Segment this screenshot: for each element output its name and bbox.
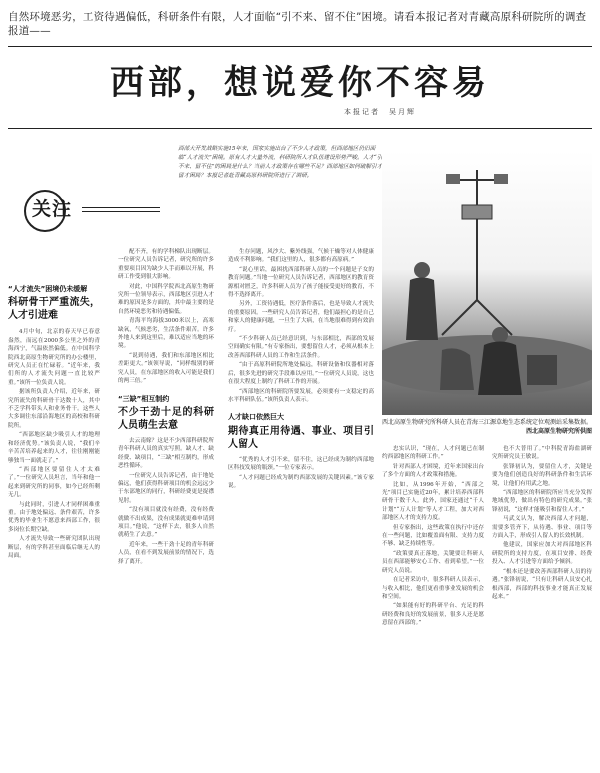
article-column-1 (8, 285, 100, 561)
paragraph: 近年来，一些干劲十足的青年科研人员，在看不到发展前景的情况下，选择了离开。 (118, 541, 214, 565)
top-divider (8, 46, 592, 47)
paragraph: 但专家指出，这些政策在执行中还存在一些问题，比如覆盖面有限、支持力度不够、缺乏持续性等。 (382, 524, 484, 548)
subheading-kicker: 人才缺口依然巨大 (228, 413, 284, 422)
paragraph: 忠实认识，“现在，人才问题已在制约西部地区的科研工作。” (382, 446, 484, 461)
paragraph: “西部地区缺少吸引人才的地理和经济优势。”该负责人说，“我们辛辛苦苦培养起来的人才，往往刚刚能够独当一面就走了。” (8, 432, 100, 464)
subheading-2 (118, 395, 214, 432)
paragraph: 对此，中国科学院西北高原生物研究所一位领导表示，西部地区引进人才难的原因是多方面的，其中最主要的是自然环境恶劣和待遇偏低。 (118, 283, 214, 315)
paragraph: 配不齐，有的学科梯队出现断层。一位研究人员告诉记者，研究所的许多重要项目因为缺少人手而难以开展，科研工作受到很大影响。 (118, 249, 214, 281)
subheading-title: 科研骨干严重流失，人才引进难 (8, 297, 100, 322)
article-column-3 (228, 248, 374, 491)
paragraph: 张锋初认为，要留住人才，关键是要为他们创造良好的科研条件和生活环境，让他们有用武之地。 (492, 463, 592, 487)
paragraph: “说到待遇，我们和东部地区相比差距更大。”该领导说，“同样级别的研究人员，在东部地区的收入可能是我们的两三倍。” (118, 352, 214, 385)
paragraph: 他建议，国家应加大对西部地区科研院所的支持力度，在项目安排、经费投入、人才引进等方面给予倾斜。 (492, 542, 592, 566)
section-tag-label: 关注 (32, 198, 73, 220)
photo-credit: 西北高原生物研究所供图 (525, 428, 592, 435)
headline-divider (8, 128, 592, 129)
paragraph: “由于高原科研院所地处偏远，科研设备和仪器相对落后，很多先进的研究手段难以应用。”一位研究人员说，这也在很大程度上制约了科研工作的开展。 (228, 362, 374, 386)
paragraph: 另外，工资待遇低，医疗条件落后，也是导致人才流失的重要原因。一些研究人员告诉记者，他们最担心的是自己和家人的健康问题，一旦生了大病，在当地很难得到有效治疗。 (228, 301, 374, 333)
paragraph: 与此同时，引进人才同样困难重重。由于地处偏远、条件艰苦，许多优秀的毕业生不愿意来西部工作，很多岗位长期空缺。 (8, 501, 100, 533)
paragraph: 去云南嫁？这是不少西部科研院所青年科研人员的真实写照。缺人才、缺经费、缺项目，“三缺”相互制约，形成恶性循环。 (118, 437, 214, 470)
paragraph: “如果能有好的科研平台、充足的科研经费和良好的发展前景，很多人还是愿意留在西部的。” (382, 603, 484, 627)
photo-caption (382, 418, 592, 436)
paragraph: 比如，从1996年开始，“西部之光”项目已实施近20年，累计培养西部科研骨干数千人。此外，国家还通过“千人计划”“万人计划”等人才工程，加大对西部地区人才的支持力度。 (382, 481, 484, 522)
intro-italic: 西部大开发战略实施15年来，国家实施出台了不少人才政策，但西部地区仍旧面临“人才流失”困境。原有人才大量外流，科研院所人才队伍建设形势严峻。人才“引不来、留不住”的困局是什么？当前人才政策存在哪些不足？西部地区如何破解引才留才困局？本报记者赴青藏高原科研院所进行了调研。 (178, 146, 383, 179)
paragraph: “没有项目就没有经费，没有经费就做不出成果，没有成果就更难申请到项目。”他说，“这样下去，很多人自然就萌生了去意。” (118, 507, 214, 539)
paragraph: “不少科研人员已经意识到，与东部相比，西部的发展空间确实有限。”有专家指出，要想留住人才，必须从根本上改善西部科研人员的工作和生活条件。 (228, 336, 374, 359)
paragraph: “西部地区的科研院所应当充分发挥地域优势，做出有特色的研究成果。”张锋初说，“这样才能吸引和留住人才。” (492, 490, 592, 513)
byline: 本报记者 吴月辉 (344, 108, 416, 116)
paragraph: 据该所负责人介绍，近年来，研究所流失的科研骨干达数十人，其中不乏学科带头人和业务骨干。这些人大多调往东部沿海地区的高校和科研院所。 (8, 389, 100, 429)
photo-illustration (382, 150, 592, 415)
paragraph: “根本还是要改善西部科研人员的待遇。”张锋初说，“只有让科研人员安心扎根西部，西部的科技事业才能真正发展起来。” (492, 568, 592, 600)
paragraph: “人才问题已经成为制约西部发展的关键因素。”该专家说。 (228, 474, 374, 489)
caption-text: 西北高原生物研究所科研人员在青海三江源草地生态系统定位观测站采集数据。 (382, 419, 593, 426)
lead-paragraph: 自然环境恶劣，工资待遇偏低，科研条件有限，人才面临“引不来、留不住”困境。请看本报记者对青藏高原科研院所的调查报道—— (8, 11, 587, 37)
paragraph: 青海平均海拔3000米以上，高寒缺氧，气候恶劣，生活条件艰苦。许多外地人来到这里后，难以适应当地的环境。 (118, 318, 214, 350)
paragraph: “西部地区的科研院所要发展，必须要有一支稳定的高水平科研队伍。”该所负责人表示。 (228, 388, 374, 403)
paragraph: 一位研究人员告诉记者，由于地处偏远，他们获得科研项目的机会远远少于东部地区的同行，科研经费更是捉襟见肘。 (118, 472, 214, 504)
section-tag (10, 180, 160, 238)
paragraph: 4月中旬，北京的春天早已春意盎然，而远在2000多公里之外的青海西宁，气温依然偏低。在中国科学院西北高原生物研究所的办公楼里，研究人员正在忙碌着。“近年来，我们所的人才流失问题一直比较严重。”该所一位负责人说。 (8, 329, 100, 386)
paragraph: 人才流失导致一些研究团队出现断层，有的学科甚至面临后继无人的局面。 (8, 536, 100, 559)
paragraph: “说心里话，最困扰西部科研人员的一个问题是子女的教育问题。”当地一位研究人员告诉记者，西部地区的教育资源相对匮乏，许多科研人员为了孩子能接受更好的教育，不得不选择离开。 (228, 266, 374, 299)
subheading-kicker: “三缺”相互制约 (118, 394, 170, 403)
paragraph: “政策要真正落地，关键要让科研人员在西部能够安心工作、看到希望。”一位研究人员说。 (382, 550, 484, 574)
paragraph: 在记者采访中，很多科研人员表示，与收入相比，他们更看重事业发展的机会和空间。 (382, 577, 484, 600)
subheading-1 (8, 285, 100, 322)
article-column-4 (382, 445, 484, 629)
paragraph: 马武义认为，解决西部人才问题，需要多管齐下，从待遇、事业、项目等方面入手，形成引人留人的长效机制。 (492, 516, 592, 540)
subheading-3 (228, 413, 374, 450)
paragraph: “西部地区要留住人才太难了。”一位研究人员坦言，当年和他一起来到研究所的同事，如今已经所剩无几。 (8, 466, 100, 499)
paragraph: 生存问题，风沙大、紫外线强，气候干燥等对人体健康造成不利影响。“我们这里的人，很多都有高原病。” (228, 249, 374, 264)
article-column-2 (118, 248, 214, 567)
subheading-title: 不少干劲十足的科研人员萌生去意 (118, 406, 214, 431)
article-column-5 (492, 445, 592, 602)
news-photo (382, 150, 592, 415)
section-tag-rule (82, 207, 160, 208)
paragraph: “优秀的人才引不来，留不住，这已经成为制约西部地区科技发展的瓶颈。”一位专家表示。 (228, 456, 374, 472)
paragraph: 也不大普用了。”中科院青海盐湖研究所研究员王敏说。 (492, 446, 592, 461)
subheading-kicker: “人才流失”困境仍未缓解 (8, 285, 88, 293)
subheading-title: 期待真正用待遇、事业、项目引人留人 (228, 425, 374, 450)
section-tag-rule (82, 211, 160, 212)
headline: 西部，想说爱你不容易 (110, 63, 490, 103)
paragraph: 针对西部人才困境，近年来国家出台了多个方面的人才政策和措施。 (382, 463, 484, 479)
